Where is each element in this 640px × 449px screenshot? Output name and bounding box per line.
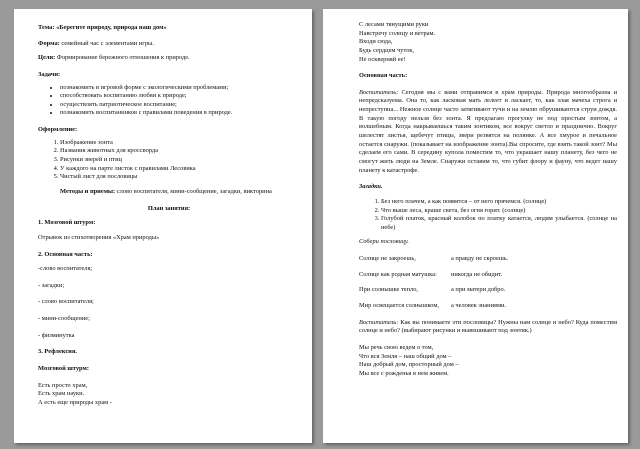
- tasks-list: [38, 84, 300, 119]
- list-item: 5. Чистый лист для пословицы: [60, 173, 300, 182]
- list-item: 1. Изображение зонта: [60, 139, 300, 148]
- list-item: • способствовать воспитанию любви к природе;: [60, 92, 300, 101]
- riddles-heading: Загадки.: [359, 183, 383, 191]
- poem-line: Есть храм науки.: [38, 390, 85, 398]
- form-label: Форма:: [38, 39, 60, 47]
- brainstorm-heading: Мозговой штурм:: [38, 365, 89, 373]
- proverb-end: а человек знаниями.: [451, 302, 507, 310]
- proverb-row: [359, 255, 617, 264]
- proverb-end: никогда не обидит.: [451, 270, 503, 278]
- section-brainstorm-heading: 1. Мозговой штурм:: [38, 219, 96, 227]
- poem-line: Что вся Земля – наш общий дом –: [359, 352, 452, 360]
- proverb-start: Солнце как родная матушка:: [359, 270, 437, 278]
- list-item: - физминутка: [38, 331, 75, 339]
- proverb-start: Мир освещается солнышком,: [359, 302, 440, 310]
- section-reflection-heading: 3. Рефлексия.: [38, 348, 77, 356]
- poem-line: С лесами тянущими руки: [359, 21, 429, 28]
- poem-line: Наш добрый дом, просторный дом –: [359, 361, 459, 369]
- proverb-row: [359, 271, 617, 280]
- proverb-start: При солнышке тепло,: [359, 286, 419, 294]
- form-text: семейный час с элементами игры.: [59, 39, 154, 47]
- list-item: 1. Без него плачем, а как появится – от него прячемся. (солнце): [381, 198, 617, 207]
- list-item: • познакомить в игровой форме с экологическими проблемами;: [60, 84, 300, 93]
- poem-line: А есть еще природы храм -: [38, 398, 112, 406]
- lesson-goal: [38, 54, 300, 63]
- goal-text: Формирование бережного отношения к природе.: [55, 54, 190, 62]
- lesson-form: [38, 40, 300, 49]
- list-item: - мини-сообщение;: [38, 315, 90, 323]
- section-brainstorm-text: Отрывок из стихотворения «Храм природы»: [38, 233, 160, 241]
- topic-text: «Берегите природу, природа наш дом»: [56, 24, 167, 31]
- poem-line: Будь сердцем чуток,: [359, 46, 415, 54]
- topic-label: Тема:: [38, 24, 55, 31]
- equipment-heading: Оформление:: [38, 126, 78, 134]
- list-item: 4. У каждого на парте листок с правилами Лесовика: [60, 165, 300, 174]
- list-item: - слово воспитателя;: [38, 298, 94, 306]
- lesson-topic: [38, 24, 300, 33]
- proverb-heading: Собери пословицу.: [359, 238, 409, 246]
- teacher-speech-2: [359, 319, 617, 336]
- list-item: 3. Голубой платок, красный колобок по платку катается, людям улыбается. (солнце на небе): [381, 215, 617, 232]
- teacher-label: Воспитатель:: [359, 318, 399, 326]
- riddles-list: [359, 198, 617, 233]
- teacher-label: Воспитатель:: [359, 88, 399, 96]
- plan-heading: План занятия:: [147, 204, 191, 212]
- list-item: 2. Что выше леса, краше света, без огня горит. (солнце): [381, 207, 617, 216]
- goal-label: Цели:: [38, 54, 56, 62]
- list-item: 2. Названия животных для кроссворда: [60, 147, 300, 156]
- list-item: • познакомить воспитанников с правилами поведения в природе.: [60, 109, 300, 118]
- proverb-start: Солнце не закроешь,: [359, 255, 416, 263]
- tasks-heading: Задачи:: [38, 70, 61, 78]
- list-item: • осуществлять патриотическое воспитание;: [60, 101, 300, 110]
- main-part-heading: Основная часть:: [359, 72, 408, 80]
- proverb-row: [359, 302, 617, 311]
- list-item: -слово воспитателя;: [38, 265, 93, 273]
- document-page-left: [14, 9, 312, 443]
- poem-line: Входи сюда,: [359, 38, 393, 46]
- section-main-heading: 2. Основная часть:: [38, 250, 93, 258]
- methods-label: Методы и приемы:: [60, 187, 116, 195]
- teacher-text: Сегодня мы с вами отправимся в храм природы. Природа многообразна и непредсказуема. Она то, как ласковая мать лелеет и ласкает, то, как злая мачеха строга и непреступна... Нежное солнце часто затягивают тучи и на землю обрушиваются струи дождя. В такую погоду нельзя без зонта. Я предлагаю прогулку не под простым зонтом, а волшебным. Когда накрываешься таким зонтиком, все вокруг светло и празднично. Вокруг шелестят листья, щебечут птицы, звери резвятся на полянке. А все хмурое и печальное остается снаружи. (показывает на изображение зонта).Вы спросите, где взять такой зонт? Мы сделаем его сами. В середину купола поместим то, что украшает нашу планету, без чего не смогут жить люди на Земле. Снаружи оставим то, что губит флору и фауну, что ведет нашу планету к катастрофе.: [359, 88, 617, 174]
- poem-line: Мы все с рожденья в нем живем.: [359, 369, 449, 377]
- teacher-text: Как вы понимаете эти пословицы? Нужны нам солнце и небо? Куда поместим солнце и небо? (выбирают рисунки и вывешивают под зонтик.): [359, 318, 617, 335]
- proverb-end: а правду не скроешь.: [451, 255, 509, 263]
- methods: [38, 188, 300, 197]
- equipment-list: [38, 139, 300, 182]
- poem-line: Не оскверняй ее!: [359, 55, 406, 63]
- proverb-row: [359, 286, 617, 295]
- methods-text: слово воспитателя, мини-сообщение, загадки, викторина: [115, 187, 272, 195]
- poem-line: Мы речь свою ведем о том,: [359, 343, 434, 351]
- document-page-right: [323, 9, 628, 443]
- poem-line: Навстречу солнцу и ветрам.: [359, 29, 436, 37]
- list-item: - загадки;: [38, 281, 65, 289]
- teacher-speech: [359, 89, 617, 175]
- poem-line: Есть просто храм,: [38, 381, 88, 389]
- proverb-end: а при матери добро.: [451, 286, 506, 294]
- list-item: 3. Рисунки зверей и птиц: [60, 156, 300, 165]
